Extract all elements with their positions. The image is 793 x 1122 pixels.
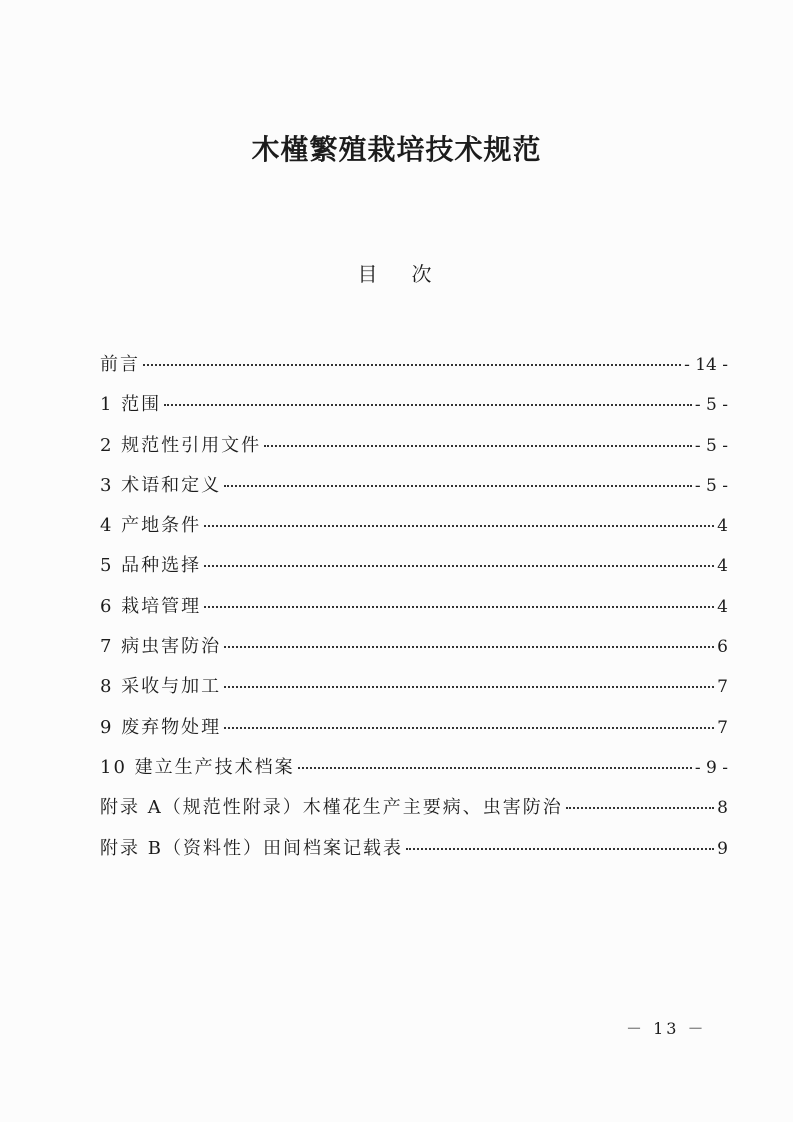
toc-entry-page: 8 bbox=[717, 798, 728, 819]
toc-dot-leader bbox=[204, 606, 714, 608]
toc-entry-page: 7 bbox=[717, 717, 728, 738]
toc-dot-leader bbox=[224, 485, 692, 487]
toc-entry[interactable] bbox=[100, 672, 728, 712]
toc-entry[interactable] bbox=[100, 431, 728, 471]
toc-dot-leader bbox=[264, 445, 692, 447]
toc-dot-leader bbox=[406, 848, 714, 850]
toc-dot-leader bbox=[224, 727, 714, 729]
toc-entry-label: 1 范围 bbox=[100, 394, 162, 416]
toc-entry-page: 9 bbox=[717, 838, 728, 859]
toc-entry-label: 附录 B（资料性）田间档案记载表 bbox=[100, 837, 403, 859]
toc-dot-leader bbox=[224, 646, 714, 648]
toc-entry-label: 3 术语和定义 bbox=[100, 474, 222, 496]
toc-entry[interactable] bbox=[100, 592, 728, 632]
toc-entry[interactable] bbox=[100, 753, 728, 793]
document-title: 木槿繁殖栽培技术规范 bbox=[251, 133, 542, 166]
toc-entry[interactable] bbox=[100, 551, 728, 591]
toc-entry[interactable] bbox=[100, 834, 728, 874]
toc-entry[interactable] bbox=[100, 632, 728, 672]
toc-entry-label: 9 废弃物处理 bbox=[100, 716, 222, 738]
toc-dot-leader bbox=[224, 686, 714, 688]
toc-entry[interactable] bbox=[100, 471, 728, 511]
toc-entry-page: 4 bbox=[717, 556, 728, 577]
toc-entry-page: 4 bbox=[717, 596, 728, 617]
toc-entry[interactable] bbox=[100, 350, 728, 390]
toc-heading: 目次 bbox=[357, 262, 466, 286]
toc-entry-page: 6 bbox=[717, 637, 728, 658]
toc-entry-page: - 5 - bbox=[694, 395, 728, 416]
toc-entry-label: 6 栽培管理 bbox=[100, 595, 202, 617]
toc-dot-leader bbox=[298, 767, 692, 769]
toc-entry-page: 7 bbox=[717, 677, 728, 698]
toc-entry[interactable] bbox=[100, 793, 728, 833]
toc-entry-page: - 5 - bbox=[694, 475, 728, 496]
toc-entry-page: - 9 - bbox=[694, 757, 728, 778]
toc-entry[interactable] bbox=[100, 390, 728, 430]
page-number: － 13 － bbox=[626, 1019, 707, 1038]
toc-entry-label: 5 品种选择 bbox=[100, 555, 202, 577]
toc-entry[interactable] bbox=[100, 511, 728, 551]
toc-dot-leader bbox=[143, 364, 681, 366]
toc-entry-label: 附录 A（规范性附录）木槿花生产主要病、虫害防治 bbox=[100, 797, 563, 819]
toc-entry[interactable] bbox=[100, 713, 728, 753]
toc-dot-leader bbox=[204, 565, 714, 567]
toc-entry-label: 2 规范性引用文件 bbox=[100, 434, 262, 456]
toc-entry-label: 前言 bbox=[100, 354, 140, 375]
toc-dot-leader bbox=[566, 807, 714, 809]
toc-entry-label: 10 建立生产技术档案 bbox=[100, 756, 295, 778]
toc-entry-label: 4 产地条件 bbox=[100, 515, 202, 537]
toc-entry-label: 7 病虫害防治 bbox=[100, 636, 222, 658]
toc-entry-page: - 5 - bbox=[694, 435, 728, 456]
toc-dot-leader bbox=[204, 525, 714, 527]
toc-entry-label: 8 采收与加工 bbox=[100, 676, 222, 698]
table-of-contents bbox=[100, 350, 728, 874]
toc-entry-page: 4 bbox=[717, 516, 728, 537]
toc-dot-leader bbox=[164, 404, 692, 406]
toc-entry-page: - 14 - bbox=[684, 355, 728, 375]
